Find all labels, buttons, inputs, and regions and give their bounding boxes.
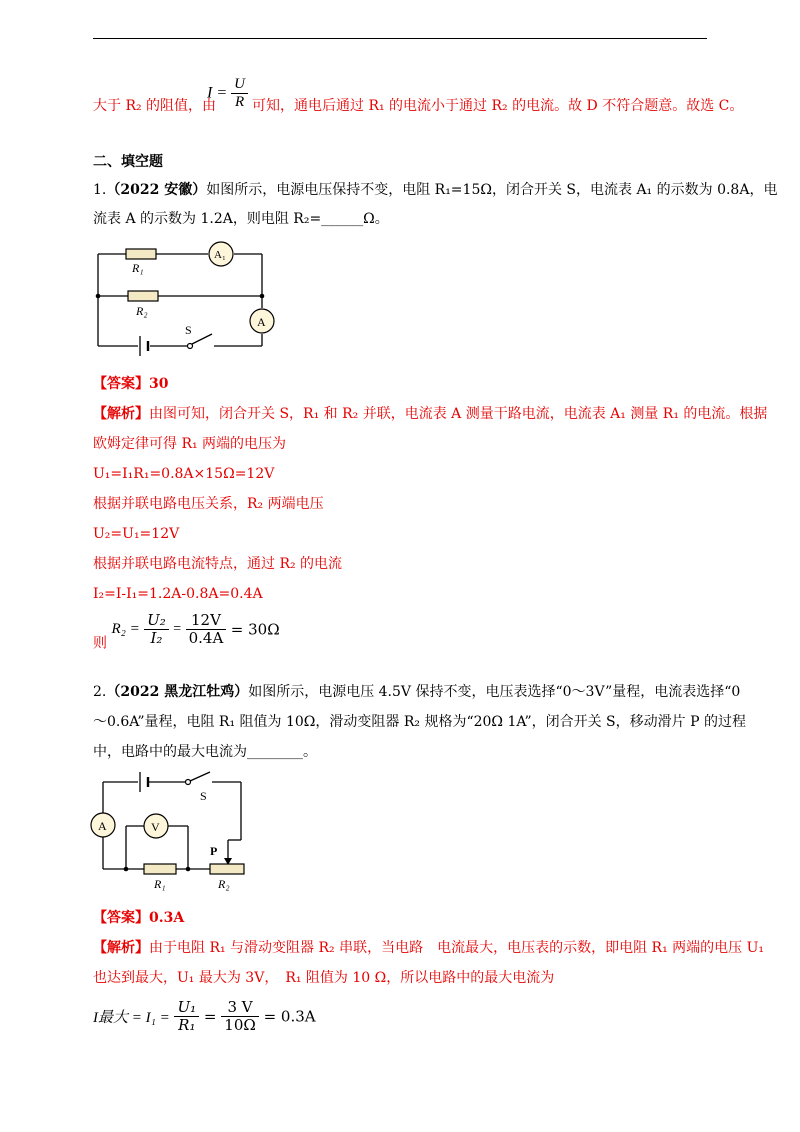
q2-r2-label: R₂: [218, 877, 230, 891]
q2-line2: ～0.6A”量程，电阻 R₁ 阻值为 10Ω，滑动变阻器 R₂ 规格为“20Ω 1A”，闭合开关 S，移动滑片 P 的过程: [93, 714, 746, 730]
q1-final-frac2: [186, 612, 227, 647]
formula-lhs: I =: [207, 84, 228, 102]
q1-analysis-line7: I₂=I-I₁=1.2A-0.8A=0.4A: [93, 586, 263, 602]
q2-r1-label: R₁: [154, 877, 166, 891]
q2-final-formula: [93, 999, 316, 1034]
q2-final-lhs: I最大 = I₁ =: [93, 1010, 170, 1026]
q1-circuit-diagram: [90, 238, 280, 358]
q2-line1: [93, 682, 740, 702]
ohm-law-formula: [207, 76, 248, 111]
formula-fraction: [231, 76, 248, 111]
q1-final-formula: [93, 612, 280, 653]
q2-text1: 如图所示，电源电压 4.5V 保持不变，电压表选择“0～3V”量程，电流表选择“0: [248, 684, 741, 700]
q1-junction-right: [260, 294, 265, 299]
q2-final-result: = 0.3A: [263, 1007, 316, 1026]
q1-analysis-line2: 欧姆定律可得 R₁ 两端的电压为: [93, 436, 287, 452]
conclusion-prefix: 大于 R₂ 的阻值，由: [93, 98, 217, 114]
q2-answer-value: 0.3A: [149, 910, 185, 926]
q1-line1: [93, 180, 777, 200]
q1-final-lhs: R₂ =: [111, 621, 140, 637]
q2-slider-label: P: [210, 844, 218, 858]
q2-source: （2022 黑龙江牡鸡）: [106, 684, 249, 700]
q2-number: 2.: [93, 684, 107, 700]
q2-switch-label: S: [200, 789, 207, 803]
formula-num: U: [231, 76, 248, 94]
q1-final-prefix: 则: [93, 635, 107, 652]
q1-switch-label: S: [185, 323, 192, 337]
q1-switch-pivot: [188, 344, 193, 349]
q2-final-den2: 10Ω: [224, 1016, 256, 1034]
q2-answer: [93, 908, 184, 928]
q2-final-num2: 3 V: [221, 999, 259, 1017]
q1-answer: [93, 374, 168, 394]
q1-analysis-line6: 根据并联电路电流特点，通过 R₂ 的电流: [93, 556, 343, 572]
q1-text1: 如图所示，电源电压保持不变，电阻 R₁=15Ω，闭合开关 S，电流表 A₁ 的示数为 0.8A，电: [206, 182, 778, 198]
conclusion-suffix: 可知，通电后通过 R₁ 的电流小于通过 R₂ 的电流。故 D 不符合题意。故选 C。: [252, 98, 744, 114]
q1-analysis-text1: 由图可知，闭合开关 S，R₁ 和 R₂ 并联，电流表 A 测量干路电流，电流表 A₁ 测量 R₁ 的电流。根据: [149, 406, 768, 422]
q2-final-num1: U₁: [174, 999, 199, 1017]
q1-final-den1: I₂: [150, 629, 163, 647]
q1-final-result: = 30Ω: [230, 620, 280, 639]
q1-analysis-line3: U₁=I₁R₁=0.8A×15Ω=12V: [93, 466, 275, 482]
q1-final-num1: U₂: [144, 612, 169, 630]
q1-analysis-line5: U₂=U₁=12V: [93, 526, 180, 542]
q1-final-den2: 0.4A: [188, 629, 224, 647]
q1-a1-label: A₁: [214, 249, 226, 261]
q1-analysis-line4: 根据并联电路电压关系，R₂ 两端电压: [93, 496, 324, 512]
q1-final-eq: =: [173, 621, 182, 637]
q2-junction-left: [124, 867, 129, 872]
q2-analysis-text1: 由于电阻 R₁ 与滑动变阻器 R₂ 串联，当电路 电流最大，电压表的示数，即电阻 R₁ 两端的电压 U₁: [149, 940, 765, 956]
q1-number: 1.: [93, 182, 107, 198]
q1-r1-label: R₁: [132, 261, 144, 275]
q1-r1-resistor: [126, 249, 156, 259]
q1-r2-label: R₂: [136, 304, 148, 318]
q1-r2-resistor: [128, 291, 158, 301]
formula-den: R: [234, 94, 245, 110]
section-title: 二、填空题: [93, 154, 163, 170]
q1-analysis-line1: [93, 404, 767, 424]
q2-final-eq: =: [203, 1007, 217, 1026]
q1-final-num2: 12V: [186, 612, 227, 630]
q2-ammeter-label: A: [98, 819, 107, 833]
q2-switch-pivot: [186, 780, 191, 785]
q1-analysis-label: 【解析】: [93, 406, 149, 422]
q2-voltmeter-label: V: [151, 820, 160, 834]
q2-analysis-line2: 也达到最大，U₁ 最大为 3V， R₁ 阻值为 10 Ω，所以电路中的最大电流为: [93, 970, 555, 986]
q1-a-label: A: [257, 315, 266, 329]
q2-line3: 中，电路中的最大电流为________。: [93, 744, 317, 760]
q2-r1-resistor: [144, 864, 176, 874]
q1-answer-label: 【答案】: [93, 376, 149, 392]
q1-junction-left: [96, 294, 101, 299]
q1-final-frac1: [144, 612, 169, 647]
q2-final-den1: R₁: [178, 1016, 196, 1034]
conclusion-line: [93, 96, 216, 116]
q2-junction-right: [186, 867, 191, 872]
q2-circuit-diagram: [88, 770, 258, 896]
header-rule: [93, 38, 707, 39]
q1-line2: 流表 A 的示数为 1.2A，则电阻 R₂=______Ω。: [93, 211, 389, 227]
q1-answer-value: 30: [149, 376, 169, 392]
q2-r2-resistor: [210, 864, 244, 874]
q2-final-frac1: [174, 999, 199, 1034]
q2-analysis-line1: [93, 938, 764, 958]
q2-final-frac2: [221, 999, 259, 1034]
q2-analysis-label: 【解析】: [93, 940, 149, 956]
q2-answer-label: 【答案】: [93, 910, 149, 926]
q1-source: （2022 安徽）: [106, 182, 207, 198]
